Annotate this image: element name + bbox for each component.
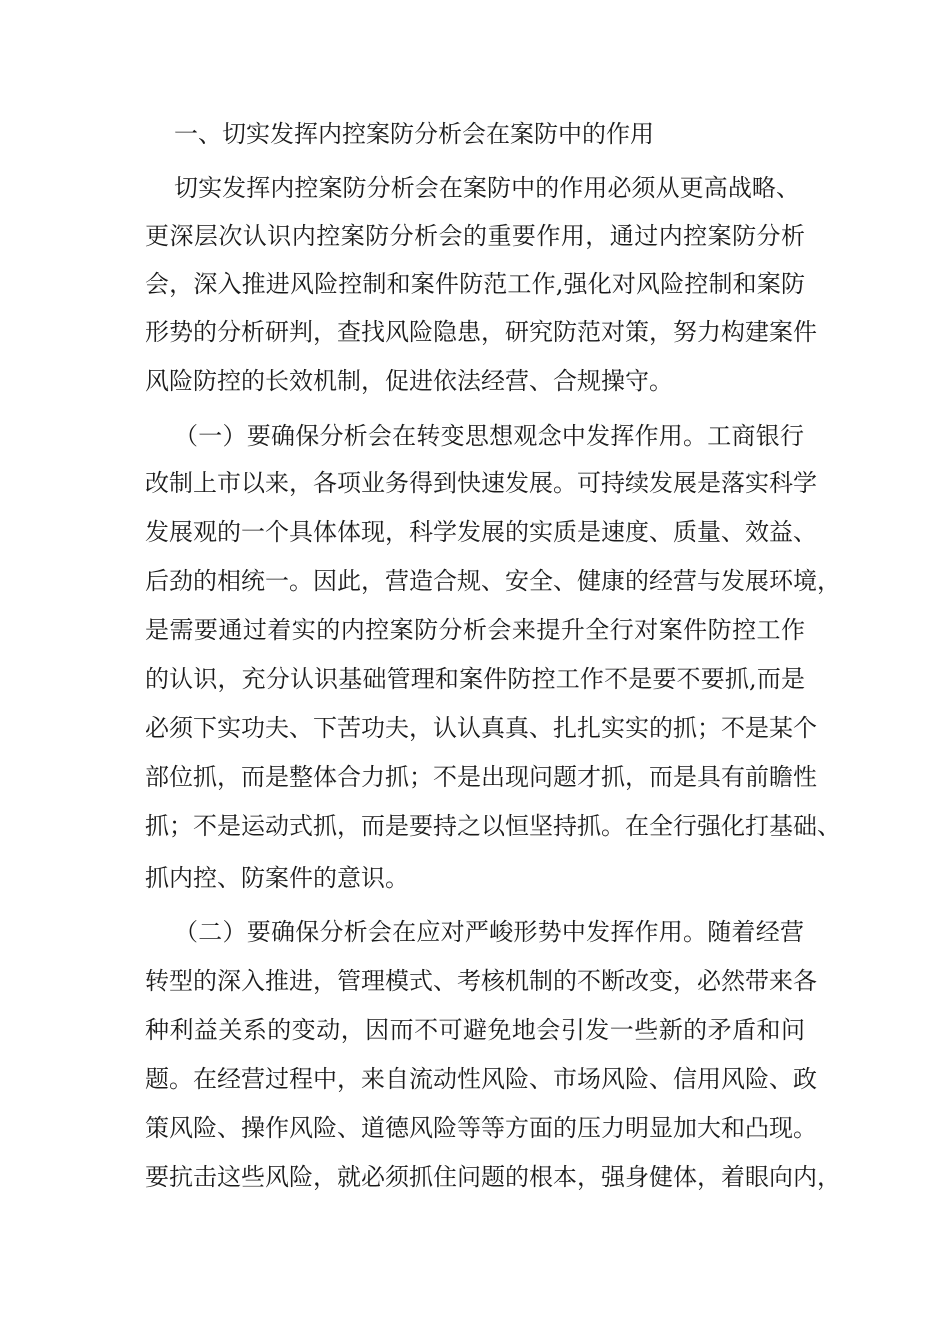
paragraph-2-line-5: 是需要通过着实的内控案防分析会来提升全行对案件防控工作 — [145, 616, 805, 644]
paragraph-2-line-1: （一）要确保分析会在转变思想观念中发挥作用。工商银行 — [174, 422, 804, 450]
paragraph-1-line-4: 形势的分析研判，查找风险隐患，研究防范对策，努力构建案件 — [145, 318, 817, 346]
paragraph-3-line-4: 题。在经营过程中，来自流动性风险、市场风险、信用风险、政 — [145, 1065, 817, 1093]
section-heading: 一、切实发挥内控案防分析会在案防中的作用 — [174, 120, 654, 148]
paragraph-2-line-7: 必须下实功夫、下苦功夫，认认真真、扎扎实实的抓；不是某个 — [145, 714, 817, 742]
paragraph-2-line-3: 发展观的一个具体体现，科学发展的实质是速度、质量、效益、 — [145, 518, 817, 546]
paragraph-2-line-8: 部位抓，而是整体合力抓；不是出现问题才抓，而是具有前瞻性 — [145, 763, 817, 791]
paragraph-2-line-9: 抓；不是运动式抓，而是要持之以恒坚持抓。在全行强化打基础、 — [145, 812, 841, 840]
paragraph-2-line-6: 的认识，充分认识基础管理和案件防控工作不是要不要抓,而是 — [145, 665, 805, 693]
paragraph-3-line-6: 要抗击这些风险，就必须抓住问题的根本，强身健体，着眼向内， — [145, 1163, 841, 1191]
paragraph-3-line-5: 策风险、操作风险、道德风险等等方面的压力明显加大和凸现。 — [145, 1114, 817, 1142]
paragraph-3-line-2: 转型的深入推进，管理模式、考核机制的不断改变，必然带来各 — [145, 967, 817, 995]
paragraph-2-line-10: 抓内控、防案件的意识。 — [145, 864, 409, 892]
paragraph-3-line-1: （二）要确保分析会在应对严峻形势中发挥作用。随着经营 — [174, 918, 804, 946]
paragraph-2-line-2: 改制上市以来，各项业务得到快速发展。可持续发展是落实科学 — [145, 469, 817, 497]
paragraph-3-line-3: 种利益关系的变动，因而不可避免地会引发一些新的矛盾和问 — [145, 1016, 805, 1044]
paragraph-1-line-5: 风险防控的长效机制，促进依法经营、合规操守。 — [145, 367, 673, 395]
paragraph-1-line-3: 会，深入推进风险控制和案件防范工作,强化对风险控制和案防 — [145, 270, 805, 298]
paragraph-1-line-1: 切实发挥内控案防分析会在案防中的作用必须从更高战略、 — [174, 174, 800, 202]
paragraph-1-line-2: 更深层次认识内控案防分析会的重要作用，通过内控案防分析 — [145, 222, 805, 250]
paragraph-2-line-4: 后劲的相统一。因此，营造合规、安全、健康的经营与发展环境， — [145, 567, 841, 595]
